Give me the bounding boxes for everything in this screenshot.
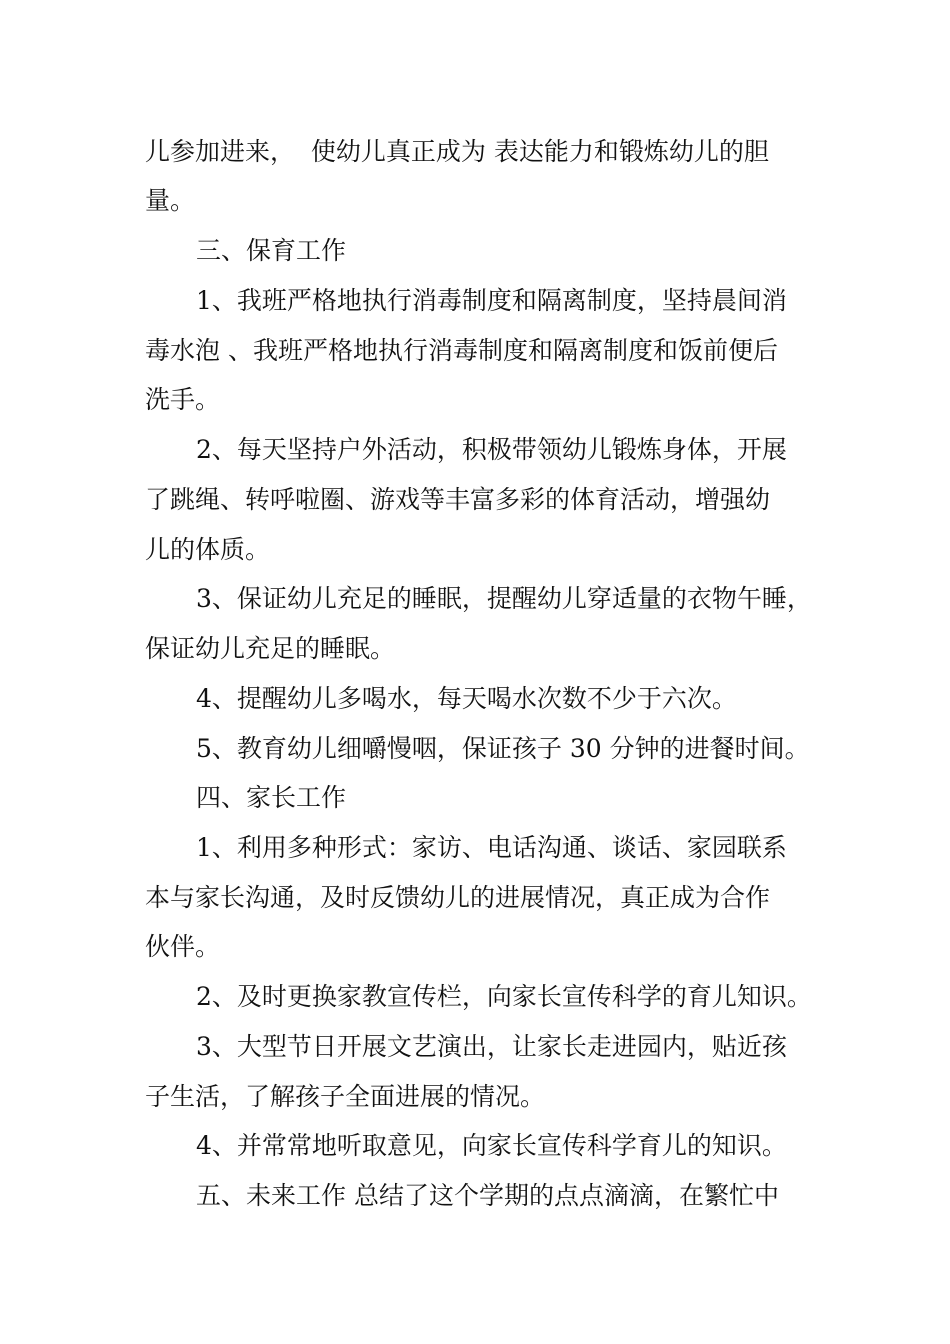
text-line: 3、大型节日开展文艺演出，让家长走进园内，贴近孩 bbox=[196, 1032, 787, 1061]
text-line: 伙伴。 bbox=[145, 932, 221, 961]
text-line: 2、每天坚持户外活动，积极带领幼儿锻炼身体，开展 bbox=[196, 435, 787, 464]
text-line: 4、并常常地听取意见，向家长宣传科学育儿的知识。 bbox=[196, 1131, 787, 1160]
text-line: 保证幼儿充足的睡眠。 bbox=[145, 634, 396, 663]
section-heading: 五、未来工作 总结了这个学期的点点滴滴，在繁忙中 bbox=[196, 1181, 779, 1210]
text-line: 本与家长沟通，及时反馈幼儿的进展情况，真正成为合作 bbox=[145, 883, 771, 912]
text-line: 了跳绳、转呼啦圈、游戏等丰富多彩的体育活动，增强幼 bbox=[145, 485, 771, 514]
text-line: 毒水泡 、我班严格地执行消毒制度和隔离制度和饭前便后 bbox=[145, 336, 778, 365]
text-line: 儿参加进来， 使幼儿真正成为 表达能力和锻炼幼儿的胆 bbox=[145, 137, 769, 166]
text-line: 4、提醒幼儿多喝水，每天喝水次数不少于六次。 bbox=[196, 684, 737, 713]
text-line: 2、及时更换家教宣传栏，向家长宣传科学的育儿知识。 bbox=[196, 982, 812, 1011]
text-line: 1、我班严格地执行消毒制度和隔离制度，坚持晨间消 bbox=[196, 286, 787, 315]
text-line: 1、利用多种形式：家访、电话沟通、谈话、家园联系 bbox=[196, 833, 787, 862]
text-line: 儿的体质。 bbox=[145, 535, 271, 564]
text-line: 子生活，了解孩子全面进展的情况。 bbox=[145, 1082, 546, 1111]
section-heading: 三、保育工作 bbox=[196, 236, 347, 265]
text-line: 量。 bbox=[145, 186, 196, 215]
text-line: 洗手。 bbox=[145, 385, 221, 414]
text-line: 5、教育幼儿细嚼慢咽，保证孩子 30 分钟的进餐时间。 bbox=[196, 734, 810, 763]
text-line: 3、保证幼儿充足的睡眠，提醒幼儿穿适量的衣物午睡， bbox=[196, 584, 812, 613]
section-heading: 四、家长工作 bbox=[196, 783, 347, 812]
